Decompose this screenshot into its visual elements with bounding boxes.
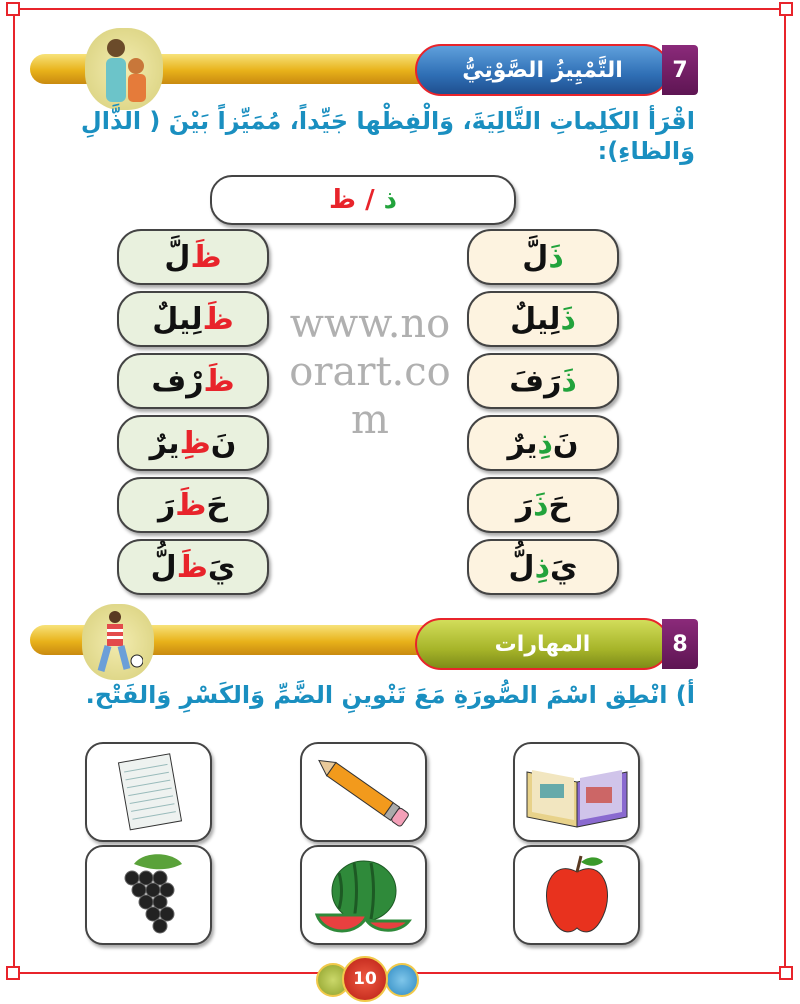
corner-ornament: [779, 2, 793, 16]
letter-dhal: ذ: [383, 185, 397, 215]
word-part: حَ: [548, 487, 571, 523]
highlighted-letter: ذَ: [560, 301, 576, 337]
word-part: رْف: [151, 363, 204, 399]
word-part: يرٌ: [507, 425, 538, 461]
word-part: لِيلٌ: [152, 301, 203, 337]
page-number: 10: [342, 956, 388, 1002]
picture-watermelon: [300, 845, 427, 945]
word-part: رَفَ: [509, 363, 562, 399]
corner-ornament: [779, 966, 793, 980]
highlighted-letter: ذَ: [561, 363, 577, 399]
word-part: رَ: [157, 487, 176, 523]
word-part: يَ: [549, 549, 578, 585]
highlighted-letter: ذَ: [533, 487, 549, 523]
section-8-number: 8: [662, 619, 698, 669]
boy-football-illustration: [82, 604, 154, 680]
word-part: لَّ: [164, 239, 191, 275]
word-part: لَّ: [522, 239, 549, 275]
highlighted-letter: ظَ: [202, 301, 234, 337]
zha-word-card: [117, 353, 269, 409]
word-part: يرٌ: [149, 425, 180, 461]
word-part: نَ: [210, 425, 237, 461]
section-7-number: 7: [662, 45, 698, 95]
highlighted-letter: ذِ: [537, 425, 553, 461]
picture-paper: [85, 742, 212, 842]
word-part: حَ: [206, 487, 229, 523]
highlighted-letter: ظَ: [175, 487, 207, 523]
picture-apple: [513, 845, 640, 945]
letter-separator: /: [356, 185, 384, 215]
picture-pencil: [300, 742, 427, 842]
zha-word-card: [117, 415, 269, 471]
dhal-word-card: [467, 291, 619, 347]
word-part: لُّ: [150, 549, 177, 585]
children-illustration: [85, 28, 163, 110]
word-part: لِيلٌ: [510, 301, 561, 337]
word-part: نَ: [552, 425, 579, 461]
section-8-title: المهارات: [415, 618, 670, 670]
dhal-word-card: [467, 415, 619, 471]
word-part: رَ: [515, 487, 534, 523]
dhal-word-card: [467, 477, 619, 533]
picture-book: [513, 742, 640, 842]
zha-word-card: [117, 229, 269, 285]
page-ornament-blue: [385, 963, 419, 997]
dhal-word-card: [467, 229, 619, 285]
highlighted-letter: ظِ: [179, 425, 211, 461]
section-7-title: التَّمْيِيزُ الصَّوْتِيُّ: [415, 44, 670, 96]
word-part: لُّ: [508, 549, 535, 585]
highlighted-letter: ظَ: [203, 363, 235, 399]
highlighted-letter: ذِ: [534, 549, 550, 585]
dhal-word-card: [467, 539, 619, 595]
watermark: www.noorart.com: [289, 301, 451, 443]
corner-ornament: [6, 966, 20, 980]
letters-box: [210, 175, 516, 225]
highlighted-letter: ظَ: [190, 239, 222, 275]
corner-ornament: [6, 2, 20, 16]
zha-word-card: [117, 477, 269, 533]
section-8-instruction: أ) انْطِق اسْمَ الصُّورَةِ مَعَ تَنْوينِ الضَّمِّ وَالكَسْرِ وَالفَتْح.: [85, 681, 695, 709]
word-part: يَ: [207, 549, 236, 585]
zha-word-card: [117, 291, 269, 347]
section-7-instruction: اقْرَأ الكَلِماتِ التَّالِيَةَ، وَالْفِظْها جَيِّداً، مُمَيِّزاً بَيْنَ ( الذَّالِ وَالظاءِ):: [80, 107, 695, 165]
highlighted-letter: ذَ: [548, 239, 564, 275]
picture-grapes: [85, 845, 212, 945]
zha-word-card: [117, 539, 269, 595]
dhal-word-card: [467, 353, 619, 409]
letter-zha: ظ: [329, 185, 357, 215]
highlighted-letter: ظَ: [176, 549, 208, 585]
